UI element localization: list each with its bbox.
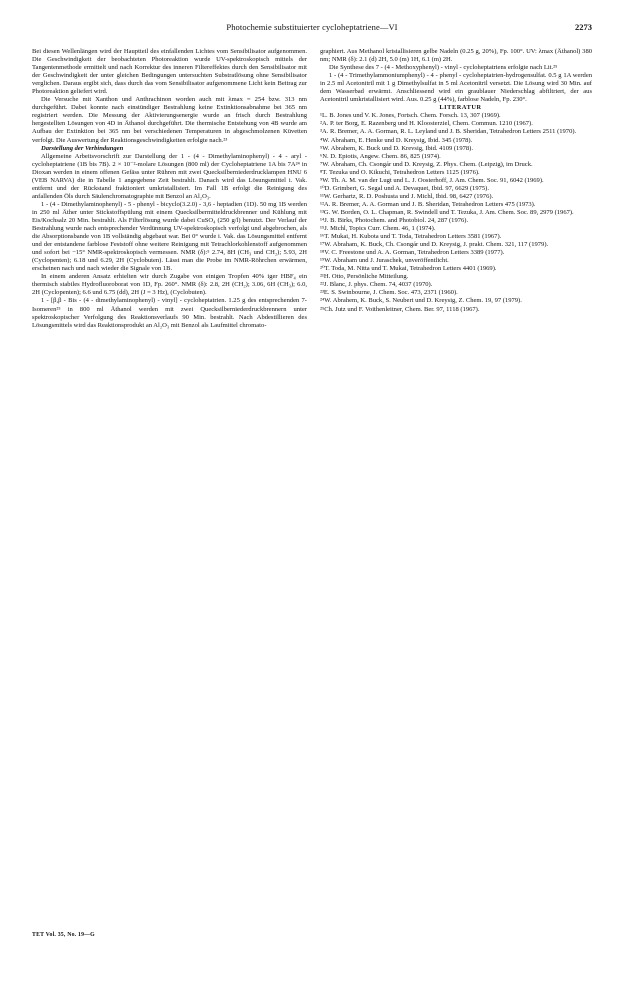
reference-item: ³A. R. Bremer, A. A. Gorman, R. L. Leyland und J. B. Sheridan, Tetrahedron Letters 2511 (1970). <box>320 128 577 136</box>
reference-item: ¹⁵J. Michl, Topics Curr. Chem. 46, 1 (1974). <box>320 225 436 233</box>
reference-item: ²A. P. ter Borg, E. Razenberg und H. Kloosterziel, Chem. Commun. 1210 (1967). <box>320 120 533 128</box>
reference-item: ²³E. S. Swinbourne, J. Chem. Soc. 473, 2371 (1960). <box>320 289 458 297</box>
running-title: Photochemie substituierter cycloheptatriene—VI <box>226 22 398 32</box>
left-column <box>32 48 307 330</box>
reference-item: ¹L. B. Jones und V. K. Jones, Fortsch. Chem. Forsch. 13, 307 (1969). <box>320 112 501 120</box>
paragraph: Die Versuche mit Xanthon und Anthrachinon worden auch mit λmax = 254 bzw. 313 nm durchgeführt. Dabei konnte nach einstündiger Bestrahlung keine Extinktionsabnahme bei 365 nm registriert werden. Die Messung der Aktivierungsenergie wurde an frisch durch Bestrahlung hergestellten Lösungen von 4D in Äthanol durchgeführt. Die thermische Entstehung von 4B wurde am Aufbau der Extinktion bei 365 nm bei verschiedenen Temperaturen in abgeschmolzenen Küvetten verfolgt. Die Auswertung der Reaktionsgeschwindigkeiten erfolgte nach.²³ <box>32 96 307 144</box>
paragraph: Bei diesen Wellenlängen wird der Hauptteil des einfallenden Lichtes vom Sensibilisator aufgenommen. Die Geschwindigkeit der beobachteten Photoreaktion wurde UV-spektroskopisch mittels der Tangentenmethode ermittelt und nach Korrektur des inneren Filtereffektes durch den Sensibilisator mit der Geschwindigkeit der unter gleichen Bedingungen untersuchten Substratlösung ohne Sensibilisator verglichen. Daraus ergibt sich, dass durch das vom Sensibilisator aufgenommene Licht kein Beitrag zur Photoreaktion geliefert wird. <box>32 48 307 96</box>
reference-item: ⁷W. Abraham, Ch. Csongár und D. Kreysig, Z. Phys. Chem. (Leipzig), im Druck. <box>320 160 533 168</box>
paragraph: 1 - (4 - Trimethylammoniumphenyl) - 4 - phenyl - cycloheptatrien-hydrogensulfat. 0.5 g 1A werden in 2.5 ml Acetonitril mit 1 g Dimethylsulfat in 5 ml Acetonitril versetzt. Die Lösung wird 30 Min. auf dem Wasserbad erwärmt. Anschliessend wird ein graublauer Niederschlag abfiltriert, der aus Acetonitril umkristallisiert wird. Aus. 0.25 g (44%), farblose Nadeln, Fp. 230°. <box>320 72 592 104</box>
reference-item: ²⁵Ch. Jutz und F. Voithenleitner, Chem. Ber. 97, 1118 (1967). <box>320 305 480 313</box>
reference-item: ²¹H. Otto, Persönliche Mitteilung. <box>320 273 409 281</box>
paragraph: 1 - [β,β - Bis - (4 - dimethylaminophenyl) - vinyl] - cycloheptatrien. 1.25 g des entsprechenden 7-Isomeren²⁵ in 800 ml Äthanol werden mit zwei Quecksilberniederdruckbrennern unter spektroskopischer Verfolgung des Reaktionsverlaufs 90 Min. bestrahlt. Nach Abdestillieren des Lösungsmittels wird das Reaktionsprodukt an Al₂O₃ mit Benzol als Laufmittel chromato- <box>32 297 307 329</box>
journal-footer: TET Vol. 35, No. 19—G <box>32 932 95 938</box>
reference-item: ¹⁸V. C. Freestone und A. A. Gorman, Tetrahedron Letters 3389 (1977). <box>320 249 505 257</box>
paragraph: In einem anderen Ansatz erhielten wir durch Zugabe von einigen Tropfen 40% iger HBF₄ ein thermisch stabiles Hydrofluoroborat von 1D, Fp. 260°. NMR (δ): 2.8, 2H (CH₂); 3.06, 6H (CH₃); 6.0, 2H (Cyclopenten); 6.6 und 6.75 (dd), 2H (J = 3 Hz), (Cyclobuten). <box>32 273 307 297</box>
reference-item: ¹⁷W. Abraham, K. Buck, Ch. Csongár und D. Kreysig, J. prakt. Chem. 321, 117 (1979). <box>320 241 549 249</box>
page-header <box>32 22 592 36</box>
section-heading: Darstellung der Verbindungen <box>41 144 124 152</box>
reference-item: ¹⁶T. Mukai, H. Kubota und T. Toda, Tetrahedron Letters 3581 (1967). <box>320 233 502 241</box>
reference-item: ¹⁴J. B. Birks, Photochem. and Photobiol. 24, 287 (1976). <box>320 216 469 224</box>
reference-item: ⁵W. Abrahem, K. Buck und D. Krevsig, Ibid. 4109 (1978). <box>320 144 473 152</box>
reference-item: ²²J. Blanc, J. phys. Chem. 74, 4037 (1970). <box>320 281 433 289</box>
reference-list <box>320 112 592 313</box>
reference-item: ²⁰T. Toda, M. Nitta und T. Mukai, Tetrahedron Letters 4401 (1969). <box>320 265 497 273</box>
paragraph: 1 - (4 - Dimethylaminophenyl) - 5 - phenyl - bicyclo(3.2.0) - 3,6 - heptadien (1D). 50 mg 1B werden in 250 ml Äther unter Stickstoffspülung mit einem Quecksilbermitteldruckbrenner und Kühlung mit Eis/Kochsalz 20 Min. bestrahlt. Als Filterlösung wurde dabei CuSO₄ (250 g/l) benutzt. Der Verlauf der Bestrahlung wurde nach entsprechender Verdünnung UV-spektroskopisch verfolgt und abgebrochen, als die Absorptionsbande von 1B vollständig abgebaut war. Bei 0° wurde i. Vak. das Lösungsmittel entfernt und der entstandene farblose Feststoff ohne weitere Reinigung mit Tetrachlorkohlenstoff aufgenommen und sofort bei −15° NMR-spektroskopisch vermessen. NMR (δ):⁵ 2.74, 8H (CH₃ und CH₂); 5.93, 2H (Cyclopenten); 6.18 und 6.29, 2H (Cyclobuten). Lässt man die Probe im NMR-Röhrchen erwärmen, erscheinen nach und nach wieder die Signale von 1B. <box>32 200 307 273</box>
reference-item: ⁶N. D. Epiotis, Angew. Chem. 86, 825 (1974). <box>320 152 441 160</box>
reference-item: ²⁴W. Abrahem, K. Buck, S. Neubert und D. Kreysig, Z. Chem. 19, 97 (1979). <box>320 297 522 305</box>
literature-heading: LITERATUR <box>439 104 482 112</box>
right-column <box>320 48 592 314</box>
reference-item: ⁸T. Tezuka und O. Kikuchi, Tetrahedron Letters 1125 (1976). <box>320 168 480 176</box>
reference-item: ¹²A. R. Bremer, A. A. Gorman und J. B. Sheridan, Tetrahedron Letters 475 (1973). <box>320 200 536 208</box>
reference-item: ¹¹W. Gerhartz, R. D. Poshusta und J. Michl, Ibid. 98, 6427 (1976). <box>320 192 494 200</box>
reference-item: ¹⁰D. Grimbert, G. Segal und A. Devaquet, Ibid. 97, 6629 (1975). <box>320 184 489 192</box>
reference-item: ¹³G. W. Borden, O. L. Chapman, R. Swindell und T. Tezuka, J. Am. Chem. Soc. 89, 2979 (1967). <box>320 208 574 216</box>
reference-item: ¹⁹W. Abraham und J. Juraschek, unveröffentlicht. <box>320 257 449 265</box>
paragraph: Allgemeine Arbeitsvorschrift zur Darstellung der 1 - (4 - Dimethylaminophenyl) - 4 - aryl - cycloheptatriene (1B bis 7B). 2 × 10⁻²-molare Lösungen (800 ml) der Cycloheptatriene 1A bis 7A²⁴ in Dioxan werden in einem offenen Gefäss unter Rühren mit zwei Quecksilberniederdrucklampen HNU 6 (VEB NARVA) die in Tabelle 1 angegebene Zeit bestrahlt. Danach wird das Lösungsmittel i. Vak. entfernt und der Rückstand fraktioniert umkristallisiert. Im Fall 1B erfolgt die Reinigung des anfallenden Öls durch Säulenchromatographie mit Benzol an Al₂O₃. <box>32 152 307 200</box>
paragraph: graphiert. Aus Methanol kristallisieren gelbe Nadeln (0.25 g, 20%), Fp. 100°. UV: λmax (Äthanol) 380 nm; NMR (δ): 2.1 (d) 2H, 5.0 (m) 1H, 6.1 (m) 2H. <box>320 48 592 64</box>
paragraph: Die Synthese des 7 - (4 - Methoxyphenyl) - vinyl - cycloheptatriens erfolgte nach Lit.²⁵ <box>329 64 558 72</box>
reference-item: ⁹W. Th. A. M. van der Lugt und L. J. Oosterhoff, J. Am. Chem. Soc. 91, 6042 (1969). <box>320 176 544 184</box>
reference-item: ⁴W. Abraham, E. Henke und D. Kreysig, Ibid. 345 (1978). <box>320 136 473 144</box>
page-number: 2273 <box>575 22 592 32</box>
